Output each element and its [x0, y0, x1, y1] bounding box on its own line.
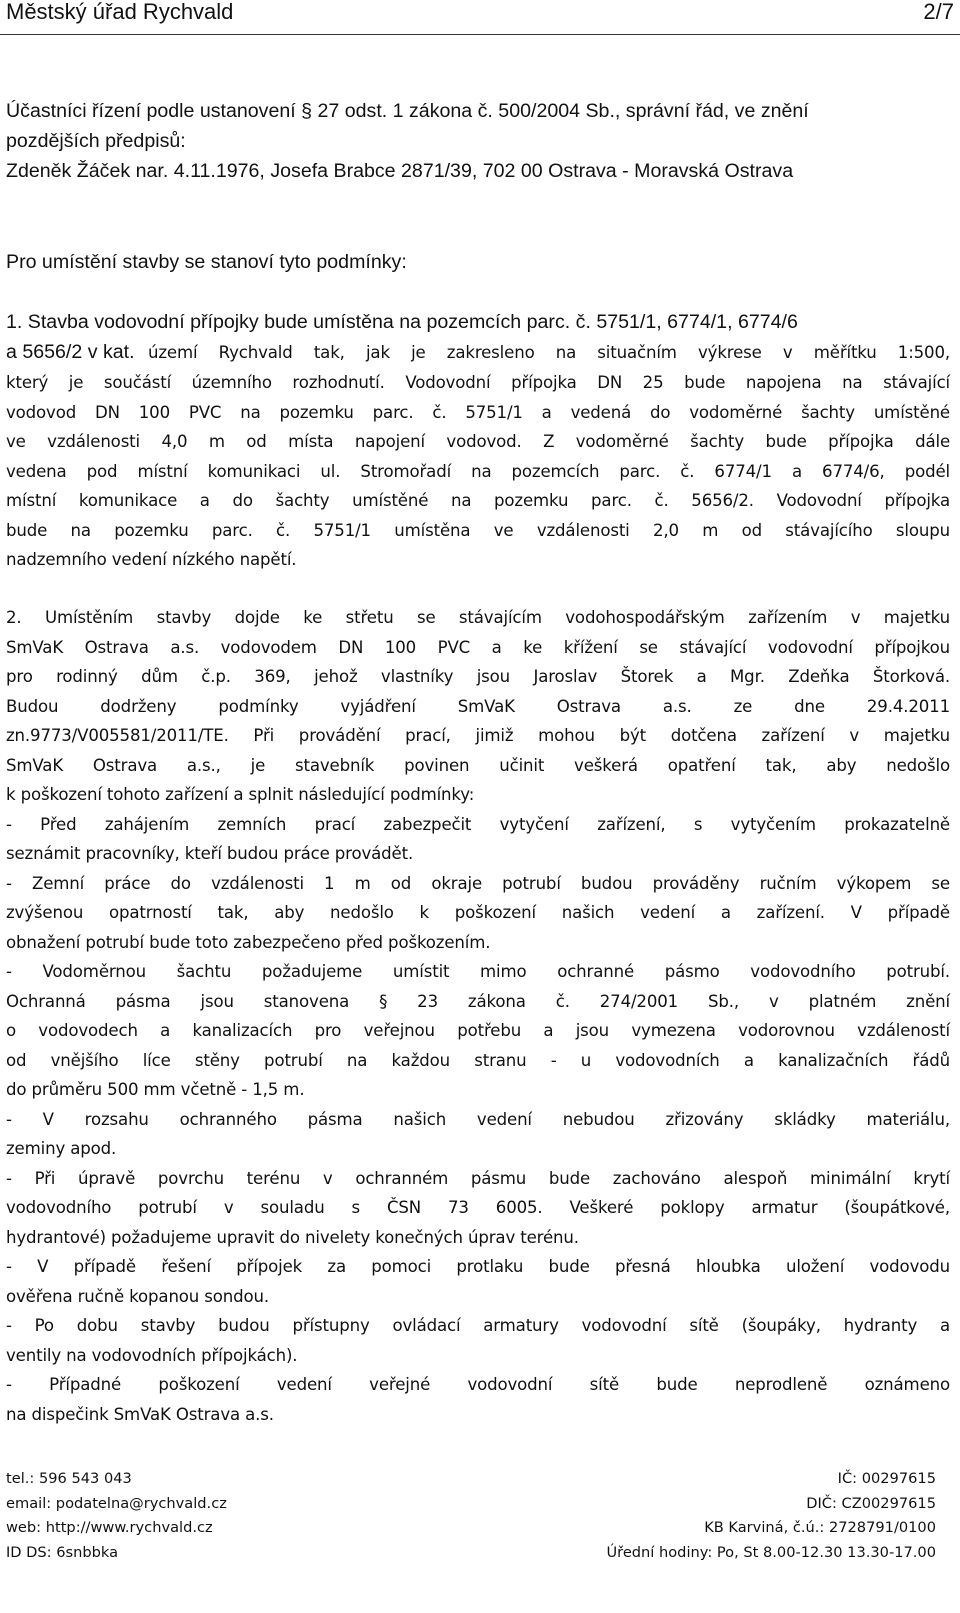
condition-2-text-line: - V případě řešení přípojek za pomoci protlaku bude přesná hloubka uložení vodovodu [6, 1257, 950, 1276]
condition-2-text-line: pro rodinný dům č.p. 369, jehož vlastníky jsou Jaroslav Štorek a Mgr. Zdeňka Štorková. [6, 667, 950, 686]
condition-2-text-line: - Vodoměrnou šachtu požadujeme umístit mimo ochranné pásmo vodovodního potrubí. [6, 962, 950, 981]
header-divider [0, 34, 960, 35]
footer-web: web: http://www.rychvald.cz [6, 1519, 213, 1537]
condition-2-text-line: 2. Umístěním stavby dojde ke střetu se stávajícím vodohospodářským zařízením v majetku [6, 608, 950, 627]
footer-contact [6, 1467, 227, 1565]
condition-2-text-line: Ochranná pásma jsou stanovena § 23 zákona č. 274/2001 Sb., v platném znění [6, 991, 950, 1011]
footer-email: email: podatelna@rychvald.cz [6, 1494, 227, 1512]
condition-2-text-line: - Před zahájením zemních prací zabezpečit vytyčení zařízení, s vytyčením prokazatelně [6, 814, 950, 834]
condition-1-paragraph [6, 368, 950, 575]
participants-line-1: Účastníci řízení podle ustanovení § 27 odst. 1 zákona č. 500/2004 Sb., správní řád, ve znění [6, 100, 809, 122]
condition-1-text-line: který je součástí územního rozhodnutí. Vodovodní přípojka DN 25 bude napojena na stávající [6, 373, 950, 392]
office-name: Městský úřad Rychvald [6, 0, 234, 24]
condition-2-text-line: o vodovodech a kanalizacích pro veřejnou potřebu a jsou vymezena vodorovnou vzdáleností [6, 1021, 950, 1040]
condition-2-text-line: k poškození tohoto zařízení a splnit následující podmínky: [6, 785, 475, 804]
condition-1-line-2-rest: území Rychvald tak, jak je zakresleno na situačním výkrese v měřítku 1:500, [148, 343, 950, 362]
footer-ic: IČ: 00297615 [837, 1470, 936, 1487]
condition-1-text-line: nadzemního vedení nízkého napětí. [6, 550, 297, 569]
condition-2-text-line: - Při úpravě povrchu terénu v ochranném pásmu bude zachováno alespoň minimální krytí [6, 1168, 950, 1188]
condition-2-text-line: do průměru 500 mm včetně - 1,5 m. [6, 1080, 305, 1099]
condition-1-text-line: místní komunikace a do šachty umístěné na pozemku parc. č. 5656/2. Vodovodní přípojka [6, 491, 950, 510]
condition-1-text-line: vodovod DN 100 PVC na pozemku parc. č. 5751/1 a vedená do vodoměrné šachty umístěné [6, 402, 950, 422]
condition-2-text-line: SmVaK Ostrava a.s. vodovodem DN 100 PVC a ke křížení se stávající vodovodní přípojkou [6, 637, 950, 657]
condition-1-text-line: vedena pod místní komunikaci ul. Stromořadí na pozemcích parc. č. 6774/1 a 6774/6, podél [6, 461, 950, 481]
conditions-heading: Pro umístění stavby se stanoví tyto podmínky: [6, 251, 407, 273]
condition-1-text-line: bude na pozemku parc. č. 5751/1 umístěna ve vzdálenosti 2,0 m od stávajícího sloupu [6, 520, 950, 540]
condition-1-line-2-start: a 5656/2 v kat. [6, 341, 135, 363]
condition-1-line-1: 1. Stavba vodovodní přípojky bude umístěna na pozemcích parc. č. 5751/1, 6774/1, 6774/6 [6, 311, 798, 333]
condition-2-text-line: vodovodního potrubí v souladu s ČSN 73 6005. Veškeré poklopy armatur (šoupátkové, [6, 1198, 950, 1217]
footer-phone: tel.: 596 543 043 [6, 1470, 132, 1487]
footer-ids [606, 1467, 936, 1565]
condition-2-text-line: SmVaK Ostrava a.s., je stavebník povinen učinit veškerá opatření tak, aby nedošlo [6, 755, 950, 775]
condition-2-text-line: zn.9773/V005581/2011/TE. Při provádění prací, jimiž mohou být dotčena zařízení v majetku [6, 726, 950, 745]
condition-2-text-line: zeminy apod. [6, 1139, 117, 1158]
footer-data-box: ID DS: 6snbbka [6, 1543, 119, 1561]
condition-1-text-line: ve vzdálenosti 4,0 m od místa napojení vodovod. Z vodoměrné šachty bude přípojka dále [6, 432, 950, 451]
participants-line-2: pozdějších předpisů: [6, 130, 186, 152]
condition-2-text-line: - Případné poškození vedení veřejné vodovodní sítě bude neprodleně oznámeno [6, 1375, 950, 1394]
condition-2-text-line: Budou dodrženy podmínky vyjádření SmVaK Ostrava a.s. ze dne 29.4.2011 [6, 696, 950, 716]
condition-2-text-line: ventily na vodovodních přípojkách). [6, 1345, 298, 1365]
participants-line-3: Zdeněk Žáček nar. 4.11.1976, Josefa Brabce 2871/39, 702 00 Ostrava - Moravská Ostrava [6, 160, 794, 182]
condition-2-text-line: - Po dobu stavby budou přístupny ovládací armatury vodovodní sítě (šoupáky, hydranty a [6, 1316, 950, 1335]
condition-2-text-line: ověřena ručně kopanou sondou. [6, 1286, 270, 1306]
condition-2-text-line: zvýšenou opatrností tak, aby nedošlo k poškození našich vedení a zařízení. V případě [6, 903, 950, 922]
condition-2-text-line: - Zemní práce do vzdálenosti 1 m od okraje potrubí budou prováděny ručním výkopem se [6, 873, 950, 893]
condition-2-text-line: od vnějšího líce stěny potrubí na každou stranu - u vodovodních a kanalizačních řádů [6, 1050, 950, 1070]
footer-dic: DIČ: CZ00297615 [806, 1494, 936, 1512]
page-footer [6, 1467, 936, 1607]
condition-2-paragraph [6, 603, 950, 1429]
condition-2-text-line: obnažení potrubí bude toto zabezpečeno před poškozením. [6, 932, 491, 952]
condition-1-line-2 [6, 338, 950, 368]
condition-2-text-line: - V rozsahu ochranného pásma našich vedení nebudou zřizovány skládky materiálu, [6, 1109, 950, 1129]
footer-bank: KB Karviná, č.ú.: 2728791/0100 [704, 1519, 936, 1537]
condition-2-text-line: seznámit pracovníky, kteří budou práce provádět. [6, 844, 414, 863]
footer-office-hours: Úřední hodiny: Po, St 8.00-12.30 13.30-17.00 [606, 1543, 936, 1561]
condition-2-text-line: na dispečink SmVaK Ostrava a.s. [6, 1404, 274, 1424]
condition-2-text-line: hydrantové) požadujeme upravit do nivelety konečných úprav terénu. [6, 1227, 579, 1247]
page-number: 2/7 [923, 0, 954, 24]
